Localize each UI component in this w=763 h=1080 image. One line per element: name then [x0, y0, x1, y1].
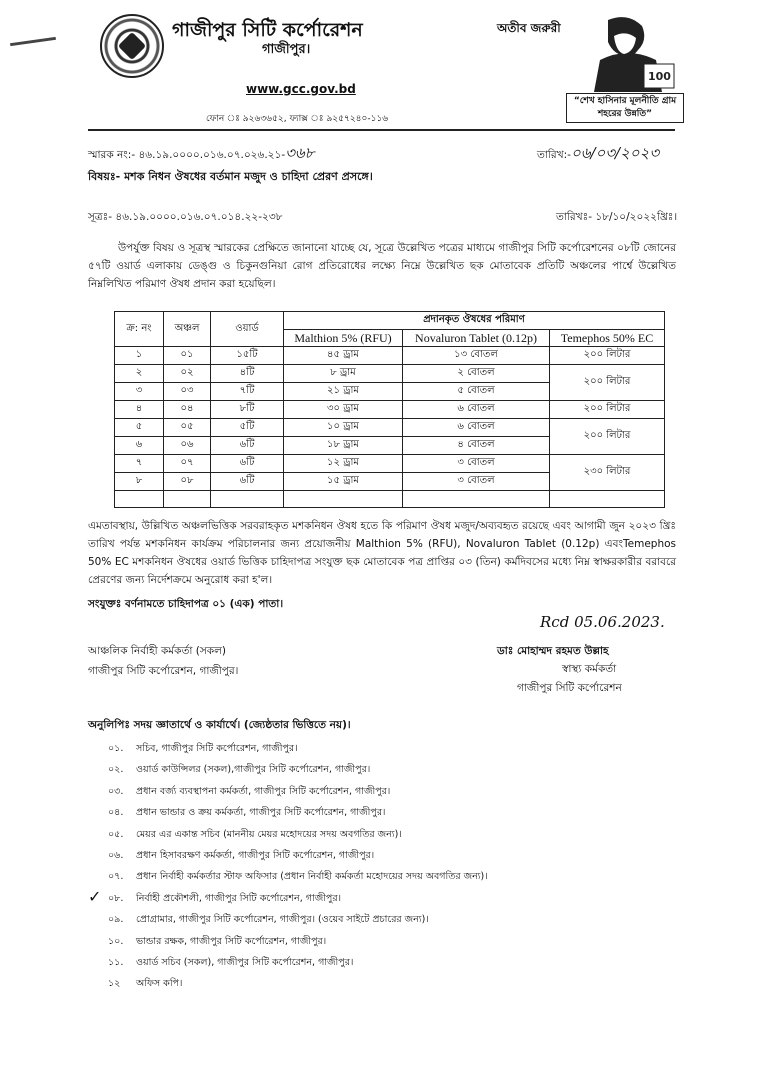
- cell-malthion: ১৮ ড্রাম: [284, 437, 403, 455]
- table-row: [115, 347, 665, 365]
- cell-ward: ৬টি: [211, 455, 284, 473]
- received-signature: Rcd 05.06.2023.: [540, 613, 665, 631]
- reference-date: তারিখঃ- ১৮/১০/২০২২খ্রিঃ।: [556, 211, 678, 223]
- list-item-text: প্রধান হিসাবরক্ষণ কর্মকর্তা, গাজীপুর সিটি কর্পোরেশন, গাজীপুর।: [136, 849, 375, 861]
- addressee-org: গাজীপুর সিটি কর্পোরেশন, গাজীপুর।: [88, 665, 239, 677]
- list-item-number: ০১.: [108, 743, 124, 754]
- memo-handwritten-date: ০৬/০৩/২০২৩: [570, 144, 660, 162]
- table-row-empty: [115, 491, 665, 508]
- list-item: [108, 952, 488, 973]
- memo-label: স্মারক নং:- ৪৬.১৯.০০০০.০১৬.০৭.০২৬.২১-: [88, 149, 286, 161]
- cell-novaluron: ২ বোতল: [403, 365, 550, 383]
- list-item: [108, 973, 488, 994]
- list-item: [108, 802, 488, 823]
- table-row: [115, 455, 665, 473]
- list-item-text: প্রধান নির্বাহী কর্মকর্তার স্টাফ অফিসার (প্রধান নির্বাহী কর্মকর্তা মহোদয়ের সদয় অবগতির জন্য)।: [136, 871, 488, 883]
- list-item-number: ০৮.: [108, 892, 124, 904]
- signatory-designation: স্বাস্থ্য কর্মকর্তা: [562, 663, 617, 675]
- cell-zone: ০১: [164, 347, 211, 365]
- cell-malthion: ১২ ড্রাম: [284, 455, 403, 473]
- portrait-emblem: [578, 14, 676, 92]
- list-item-text: প্রোগ্রামার, গাজীপুর সিটি কর্পোরেশন, গাজীপুর। (ওয়েব সাইটে প্রচারের জন্য)।: [136, 914, 429, 926]
- cell-zone: ০৮: [164, 473, 211, 491]
- th-temephos: Temephos 50% EC: [550, 330, 665, 347]
- th-novaluron: Novaluron Tablet (0.12p): [403, 330, 550, 347]
- cell-empty: [550, 491, 665, 508]
- cell-ward: ৬টি: [211, 437, 284, 455]
- org-city: গাজীপুর।: [262, 42, 311, 57]
- th-ward: ওয়ার্ড: [211, 312, 284, 347]
- check-mark-icon: ✓: [88, 887, 102, 906]
- cell-novaluron: ৪ বোতল: [403, 437, 550, 455]
- body-paragraph-1: উপর্যুক্ত বিষয় ও সূত্রস্থ স্মারকের প্রেক্ষিতে জানানো যাচ্ছে যে, সূত্রে উল্লেখিত পত্রের মাধ্যমে গাজীপুর সিটি কর্পোরেশনের ০৮টি জোনের ৫৭টি ওয়ার্ড এলাকায় ডেঙ্গু ও চিকুনগুনিয়া রোগ প্রতিরোধের লক্ষ্যে নিম্নে উল্লেখিত ছক মোতাবেক প্রতিটি অঞ্চলের পার্শ্বে উল্লেখিত নিম্নলিখিত পরিমাণ ঔষধ প্রদান করা হয়েছিল।: [88, 242, 676, 290]
- cell-empty: [284, 491, 403, 508]
- cell-temephos: ২০০ লিটার: [550, 401, 665, 419]
- list-item-number: ০৪.: [108, 807, 124, 819]
- cell-serial: ৬: [115, 437, 164, 455]
- memo-handwritten-number: ৩৬৮: [285, 144, 315, 162]
- cell-ward: ৭টি: [211, 383, 284, 401]
- cell-zone: ০৭: [164, 455, 211, 473]
- list-item-number: ০৩.: [108, 785, 124, 797]
- list-item-number: ০২.: [108, 764, 124, 776]
- cell-malthion: ৩০ ড্রাম: [284, 401, 403, 419]
- signatory-org: গাজীপুর সিটি কর্পোরেশন: [517, 682, 622, 694]
- cell-novaluron: ৬ বোতল: [403, 401, 550, 419]
- cell-empty: [115, 491, 164, 508]
- pen-scribble-mark: [10, 37, 56, 46]
- header-divider: [88, 129, 675, 131]
- cell-malthion: ১০ ড্রাম: [284, 419, 403, 437]
- phone-fax: ফোন ঃ ৯২৬৩৬৫২, ফ্যাক্স ঃ ৯২৫৭২৪০-১১৬: [206, 114, 389, 124]
- cell-temephos: ২০০ লিটার: [550, 419, 665, 455]
- th-zone: অঞ্চল: [164, 312, 211, 347]
- list-item-number: ০৫.: [108, 828, 124, 840]
- memo-number: [88, 142, 314, 167]
- memo-date-label: তারিখ:-: [537, 149, 571, 161]
- list-item-number: ০৬.: [108, 849, 124, 861]
- cell-novaluron: ১৩ বোতল: [403, 347, 550, 365]
- cell-serial: ৮: [115, 473, 164, 491]
- attachment-note: সংযুক্তঃ বর্ণনামতে চাহিদাপত্র ০১ (এক) পাতা।: [88, 598, 284, 610]
- list-item-number: ০৯.: [108, 914, 124, 926]
- subject-line: বিষয়ঃ- মশক নিধন ঔষধের বর্তমান মজুদ ও চাহিদা প্রেরণ প্রসঙ্গে।: [88, 170, 373, 183]
- copy-to-title: অনুলিপিঃ সদয় জ্ঞাতার্থে ও কার্যার্থে। (জ্যেষ্ঠতার ভিত্তিতে নয়)।: [88, 719, 351, 731]
- list-item-text: ভান্ডার রক্ষক, গাজীপুর সিটি কর্পোরেশন, গাজীপুর।: [136, 935, 327, 947]
- list-item-number: ১২: [108, 978, 121, 990]
- cell-temephos: ২৩০ লিটার: [550, 455, 665, 491]
- list-item-text: ওয়ার্ড সচিব (সকল), গাজীপুর সিটি কর্পোরেশন, গাজীপুর।: [136, 956, 354, 968]
- cell-temephos: ২০০ লিটার: [550, 365, 665, 401]
- list-item-text: সচিব, গাজীপুর সিটি কর্পোরেশন, গাজীপুর।: [136, 743, 298, 754]
- list-item: [108, 909, 488, 930]
- cell-ward: ৬টি: [211, 473, 284, 491]
- body-paragraph-2: এমতাবস্থায়, উল্লিখিত অঞ্চলভিত্তিক সরবরাহকৃত মশকনিধন ঔষধ হতে কি পরিমাণ ঔষধ মজুদ/অব্যবহৃত রয়েছে এবং আগামী জুন ২০২৩ খ্রিঃ তারিখ পর্যন্ত মশকনিধন কার্যক্রম পরিচালনার জন্য প্রয়োজনীয় Malthion 5% (RFU), Novaluron Tablet (0.12p) এবংTemephos 50% EC মশকনিধন ঔষধের ওয়ার্ড ভিত্তিক চাহিদাপত্র সংযুক্ত ছক মোতাবেক পত্র প্রাপ্তির ০৩ (তিন) কর্মদিবসের মধ্যে নিম্ন স্বাক্ষরকারীর বরাবরে প্রেরণের জন্য নির্দেশক্রমে অনুরোধ করা হ'ল।: [88, 520, 676, 586]
- memo-date: [537, 142, 659, 167]
- list-item: [108, 931, 488, 952]
- cell-serial: ৫: [115, 419, 164, 437]
- list-item: [108, 781, 488, 802]
- list-item-text: মেয়র এর একান্ত সচিব (মাননীয় মেয়র মহোদয়ের সদয় অবগতির জন্য)।: [136, 828, 402, 840]
- cell-ward: ৮টি: [211, 401, 284, 419]
- list-item-text: নির্বাহী প্রকৌশলী, গাজীপুর সিটি কর্পোরেশন, গাজীপুর।: [136, 892, 341, 904]
- cell-temephos: ২০০ লিটার: [550, 347, 665, 365]
- medicine-table: [114, 311, 665, 508]
- cell-novaluron: ৩ বোতল: [403, 473, 550, 491]
- cell-empty: [164, 491, 211, 508]
- cell-novaluron: ৩ বোতল: [403, 455, 550, 473]
- copy-to-list: [108, 738, 488, 995]
- cell-zone: ০৪: [164, 401, 211, 419]
- list-item-number: ০৭.: [108, 871, 124, 883]
- cell-novaluron: ৫ বোতল: [403, 383, 550, 401]
- cell-ward: ৫টি: [211, 419, 284, 437]
- list-item-text: প্রধান বর্জ্য ব্যবস্থাপনা কর্মকর্তা, গাজীপুর সিটি কর্পোরেশন, গাজীপুর।: [136, 785, 391, 797]
- list-item-text: প্রধান ভান্ডার ও ক্রয় কর্মকর্তা, গাজীপুর সিটি কর্পোরেশন, গাজীপুর।: [136, 807, 386, 819]
- cell-zone: ০৬: [164, 437, 211, 455]
- list-item-text: ওয়ার্ড কাউন্সিলর (সকল),গাজীপুর সিটি কর্পোরেশন, গাজীপুর।: [136, 764, 371, 776]
- table-row: [115, 365, 665, 383]
- signatory-name: ডাঃ মোহাম্মদ রহমত উল্লাহ: [497, 645, 609, 657]
- list-item-number: ১০.: [108, 935, 124, 947]
- list-item: [108, 738, 488, 759]
- cell-serial: ৭: [115, 455, 164, 473]
- cell-serial: ১: [115, 347, 164, 365]
- list-item: [108, 824, 488, 845]
- list-item: [108, 866, 488, 887]
- list-item: [108, 845, 488, 866]
- cell-malthion: ৪৫ ড্রাম: [284, 347, 403, 365]
- th-malthion: Malthion 5% (RFU): [284, 330, 403, 347]
- cell-malthion: ৮ ড্রাম: [284, 365, 403, 383]
- gcc-logo: [100, 14, 164, 78]
- addressee-title: আঞ্চলিক নির্বাহী কর্মকর্তা (সকল): [88, 645, 227, 657]
- table-row: [115, 419, 665, 437]
- cell-zone: ০৫: [164, 419, 211, 437]
- cell-serial: ৩: [115, 383, 164, 401]
- th-drug-group: প্রদানকৃত ঔষধের পরিমাণ: [284, 312, 665, 330]
- list-item: [108, 759, 488, 780]
- website-link[interactable]: www.gcc.gov.bd: [246, 82, 356, 96]
- list-item-number: ১১.: [108, 956, 124, 968]
- cell-serial: ৪: [115, 401, 164, 419]
- cell-serial: ২: [115, 365, 164, 383]
- cell-zone: ০৩: [164, 383, 211, 401]
- cell-empty: [211, 491, 284, 508]
- table-row: [115, 401, 665, 419]
- th-serial: ক্র: নং: [115, 312, 164, 347]
- cell-malthion: ১৫ ড্রাম: [284, 473, 403, 491]
- reference-number: সূত্রঃ- ৪৬.১৯.০০০০.০১৬.০৭.০১৪.২২-২৩৮: [88, 211, 283, 223]
- cell-zone: ০২: [164, 365, 211, 383]
- org-name: গাজীপুর সিটি কর্পোরেশন: [172, 19, 363, 41]
- cell-ward: ১৫টি: [211, 347, 284, 365]
- cell-novaluron: ৬ বোতল: [403, 419, 550, 437]
- cell-malthion: ২১ ড্রাম: [284, 383, 403, 401]
- slogan-box: “শেখ হাসিনার মূলনীতি গ্রাম শহরের উন্নতি”: [566, 93, 684, 123]
- list-item: [108, 888, 488, 909]
- cell-ward: ৪টি: [211, 365, 284, 383]
- cell-empty: [403, 491, 550, 508]
- list-item-text: অফিস কপি।: [136, 978, 183, 990]
- urgency-label: অতীব জরুরী: [497, 21, 561, 35]
- svg-text:100: 100: [648, 70, 671, 83]
